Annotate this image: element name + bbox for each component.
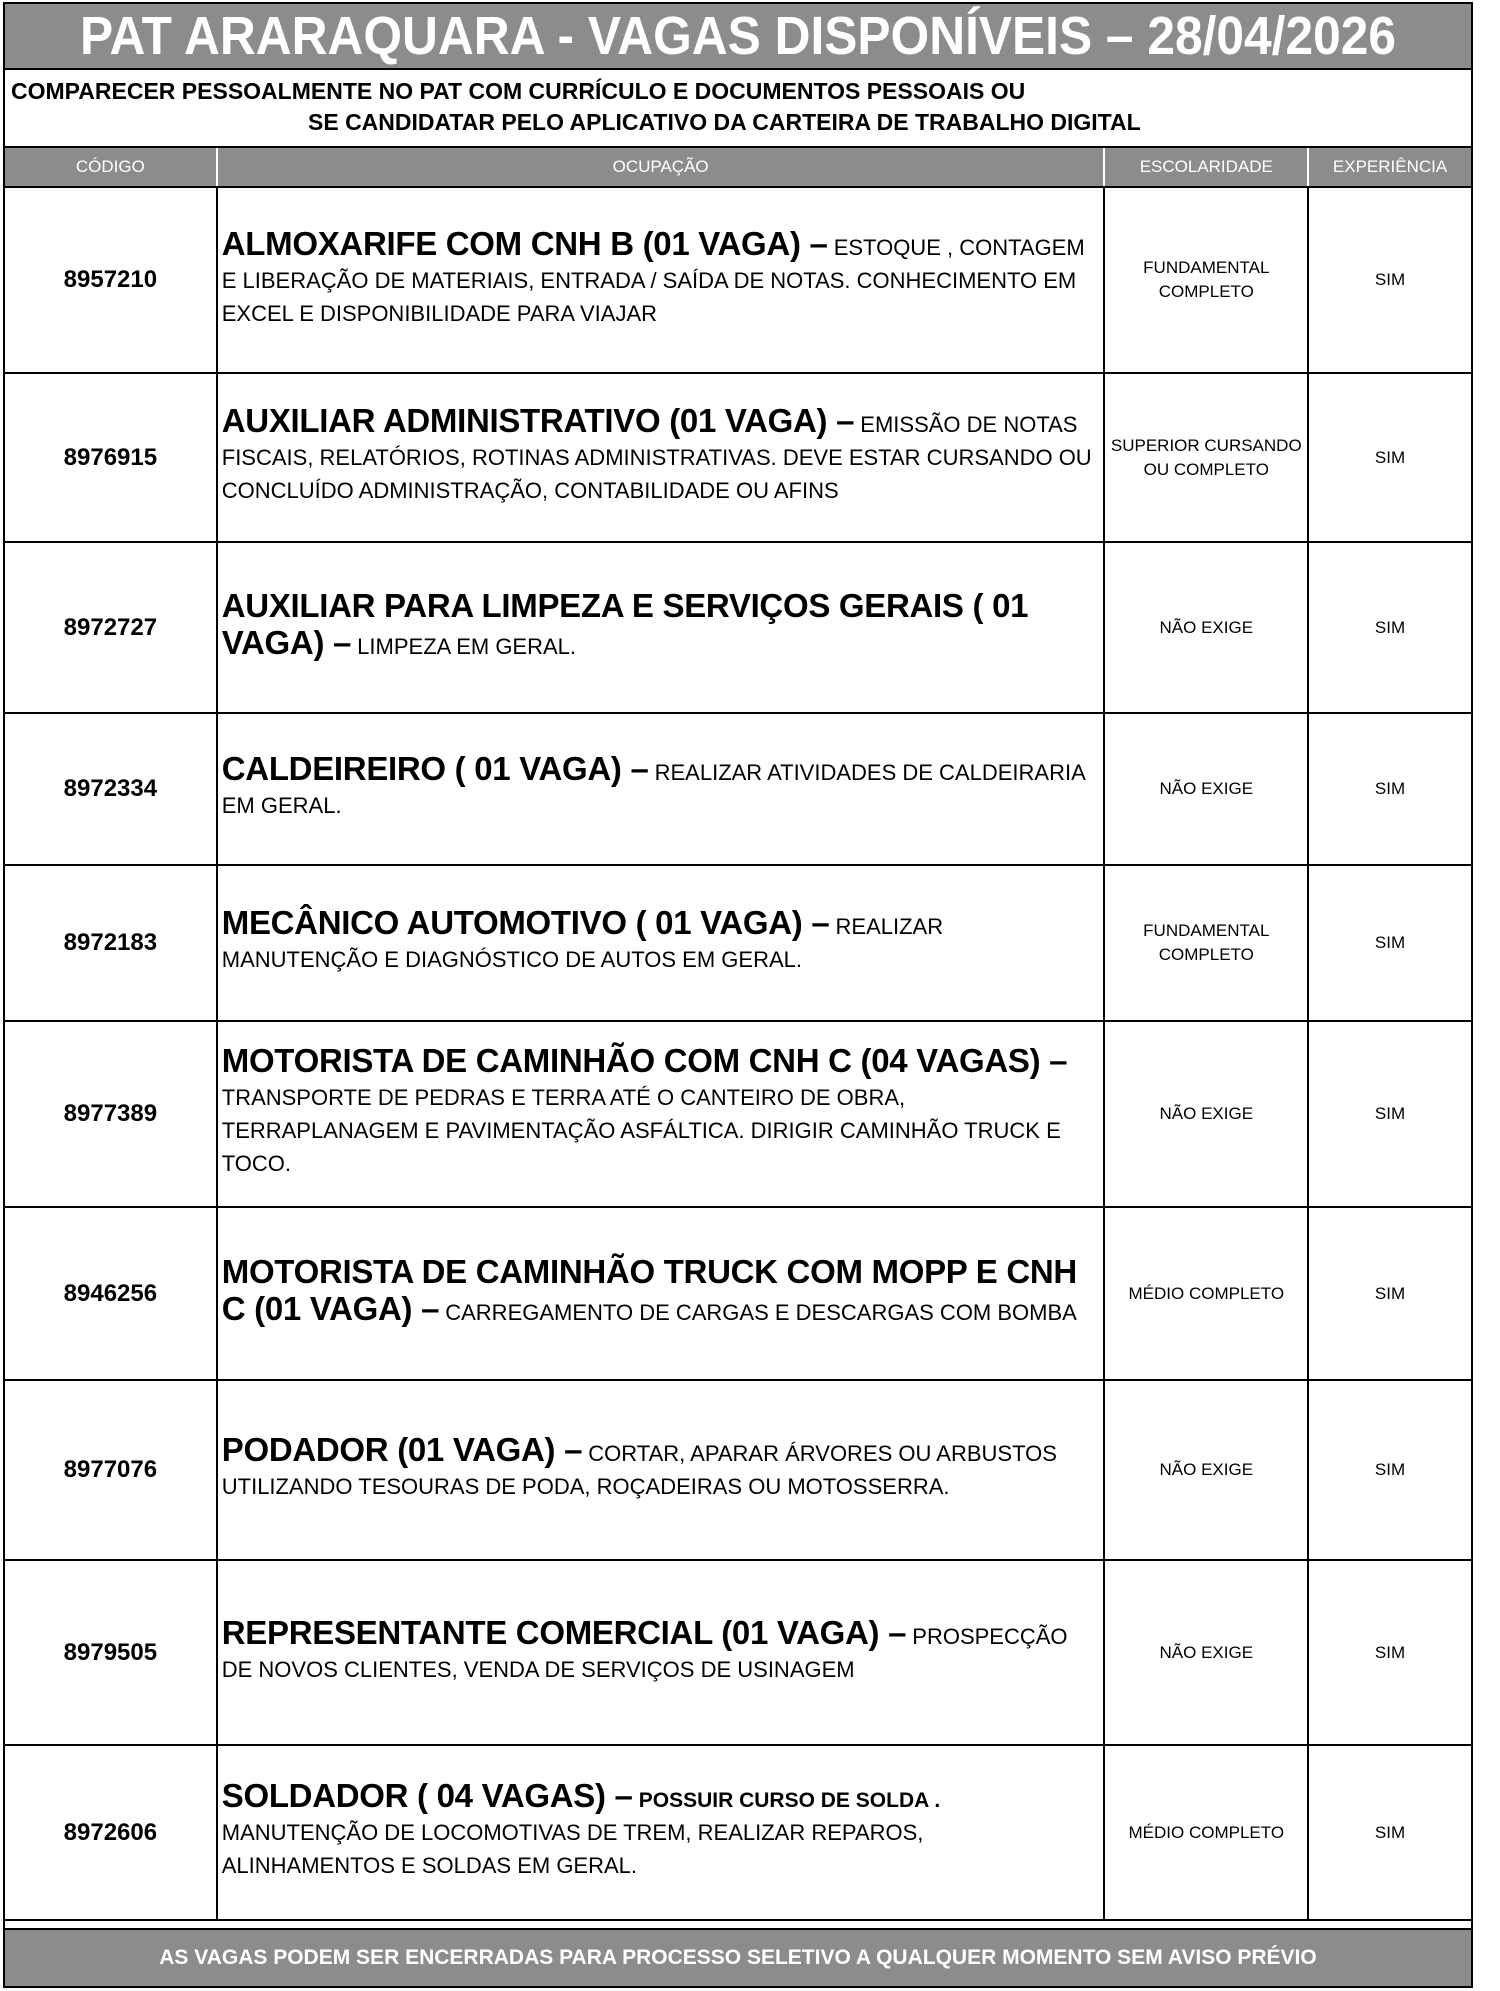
job-title: PODADOR (01 VAGA) – [221, 1431, 583, 1468]
job-occupation [217, 1021, 1105, 1207]
job-education: MÉDIO COMPLETO [1104, 1745, 1308, 1920]
job-experience: SIM [1308, 187, 1471, 373]
instructions-line-2: SE CANDIDATAR PELO APLICATIVO DA CARTEIRA DE TRABALHO DIGITAL [308, 109, 1141, 135]
job-code: 8972606 [5, 1745, 217, 1920]
instructions-line-1: COMPARECER PESSOALMENTE NO PAT COM CURRÍCULO E DOCUMENTOS PESSOAIS OU [11, 78, 1026, 104]
page-title: PAT ARARAQUARA - VAGAS DISPONÍVEIS – 28/04/2026 [64, 4, 1413, 70]
job-occupation [217, 187, 1105, 373]
job-title: MOTORISTA DE CAMINHÃO TRUCK COM MOPP E CNH C (01 VAGA) – [221, 1252, 1077, 1327]
job-code: 8957210 [5, 187, 217, 373]
job-experience: SIM [1308, 373, 1471, 542]
table-row [5, 1207, 1471, 1380]
table-row [5, 865, 1471, 1021]
header-occupation: OCUPAÇÃO [217, 148, 1105, 187]
job-title: MECÂNICO AUTOMOTIVO ( 01 VAGA) – [221, 904, 830, 941]
job-education: NÃO EXIGE [1104, 542, 1308, 713]
job-listing-sheet [3, 2, 1473, 1988]
job-education: SUPERIOR CURSANDO OU COMPLETO [1104, 373, 1308, 542]
job-education: FUNDAMENTAL COMPLETO [1104, 865, 1308, 1021]
job-education: MÉDIO COMPLETO [1104, 1207, 1308, 1380]
job-education: NÃO EXIGE [1104, 1021, 1308, 1207]
footer-notice: AS VAGAS PODEM SER ENCERRADAS PARA PROCESSO SELETIVO A QUALQUER MOMENTO SEM AVISO PRÉVIO [5, 1928, 1471, 1986]
header-experience: EXPERIÊNCIA [1308, 148, 1471, 187]
job-occupation [217, 1207, 1105, 1380]
job-experience: SIM [1308, 1021, 1471, 1207]
job-title: SOLDADOR ( 04 VAGAS) – [221, 1777, 633, 1814]
job-code: 8976915 [5, 373, 217, 542]
job-title: AUXILIAR ADMINISTRATIVO (01 VAGA) – [221, 402, 855, 439]
job-description-highlight: POSSUIR CURSO DE SOLDA . [638, 1789, 941, 1812]
job-code: 8946256 [5, 1207, 217, 1380]
table-row [5, 542, 1471, 713]
job-description: CORTAR, APARAR ÁRVORES OU ARBUSTOS UTILIZANDO TESOURAS DE PODA, ROÇADEIRAS OU MOTOSSERRA. [221, 1441, 1057, 1499]
job-description: REALIZAR MANUTENÇÃO E DIAGNÓSTICO DE AUTOS EM GERAL. [221, 914, 944, 972]
job-title: REPRESENTANTE COMERCIAL (01 VAGA) – [221, 1613, 907, 1651]
job-description: LIMPEZA EM GERAL. [351, 633, 577, 659]
job-experience: SIM [1308, 542, 1471, 713]
job-code: 8972334 [5, 713, 217, 865]
job-occupation [217, 373, 1105, 542]
job-description: ESTOQUE , CONTAGEM E LIBERAÇÃO DE MATERIAIS, ENTRADA / SAÍDA DE NOTAS. CONHECIMENTO EM EXCEL E DISPONIBILIDADE PARA VIAJAR [221, 234, 1085, 326]
job-description: PROSPECÇÃO DE NOVOS CLIENTES, VENDA DE SERVIÇOS DE USINAGEM [221, 1623, 1068, 1682]
job-code: 8979505 [5, 1560, 217, 1745]
job-title: CALDEIREIRO ( 01 VAGA) – [221, 750, 649, 787]
job-occupation [217, 1380, 1105, 1560]
job-code: 8977076 [5, 1380, 217, 1560]
job-title: AUXILIAR PARA LIMPEZA E SERVIÇOS GERAIS ( 01 VAGA) – [221, 586, 1029, 661]
job-education: FUNDAMENTAL COMPLETO [1104, 187, 1308, 373]
instructions [5, 70, 1471, 148]
table-row [5, 713, 1471, 865]
job-experience: SIM [1308, 1560, 1471, 1745]
jobs-table-body [5, 187, 1471, 1920]
job-occupation [217, 1745, 1105, 1920]
job-occupation [217, 1560, 1105, 1745]
job-code: 8972727 [5, 542, 217, 713]
table-header-row [5, 148, 1471, 187]
job-education: NÃO EXIGE [1104, 1380, 1308, 1560]
job-experience: SIM [1308, 1380, 1471, 1560]
job-occupation [217, 713, 1105, 865]
job-description: REALIZAR ATIVIDADES DE CALDEIRARIA EM GERAL. [221, 760, 1085, 818]
job-description: EMISSÃO DE NOTAS FISCAIS, RELATÓRIOS, ROTINAS ADMINISTRATIVAS. DEVE ESTAR CURSANDO OU CONCLUÍDO ADMINISTRAÇÃO, CONTABILIDADE OU AFINS [221, 412, 1092, 503]
job-title: MOTORISTA DE CAMINHÃO COM CNH C (04 VAGAS) – [221, 1042, 1068, 1079]
job-description: TRANSPORTE DE PEDRAS E TERRA ATÉ O CANTEIRO DE OBRA, TERRAPLANAGEM E PAVIMENTAÇÃO ASFÁLTICA. DIRIGIR CAMINHÃO TRUCK E TOCO. [221, 1085, 1061, 1176]
job-description: CARREGAMENTO DE CARGAS E DESCARGAS COM BOMBA [439, 1299, 1077, 1325]
job-occupation [217, 542, 1105, 713]
job-title: ALMOXARIFE COM CNH B (01 VAGA) – [221, 224, 828, 262]
job-experience: SIM [1308, 1207, 1471, 1380]
table-row [5, 373, 1471, 542]
title-bar [5, 4, 1471, 70]
job-experience: SIM [1308, 1745, 1471, 1920]
job-description-continued: MANUTENÇÃO DE LOCOMOTIVAS DE TREM, REALIZAR REPAROS, ALINHAMENTOS E SOLDAS EM GERAL. [221, 1820, 924, 1878]
header-education: ESCOLARIDADE [1104, 148, 1308, 187]
table-row [5, 1745, 1471, 1920]
job-occupation [217, 865, 1105, 1021]
table-row [5, 1380, 1471, 1560]
table-row [5, 187, 1471, 373]
header-code: CÓDIGO [5, 148, 217, 187]
job-education: NÃO EXIGE [1104, 713, 1308, 865]
job-experience: SIM [1308, 865, 1471, 1021]
job-education: NÃO EXIGE [1104, 1560, 1308, 1745]
job-experience: SIM [1308, 713, 1471, 865]
job-code: 8977389 [5, 1021, 217, 1207]
jobs-table [5, 148, 1471, 1921]
table-row [5, 1560, 1471, 1745]
job-code: 8972183 [5, 865, 217, 1021]
table-row [5, 1021, 1471, 1207]
